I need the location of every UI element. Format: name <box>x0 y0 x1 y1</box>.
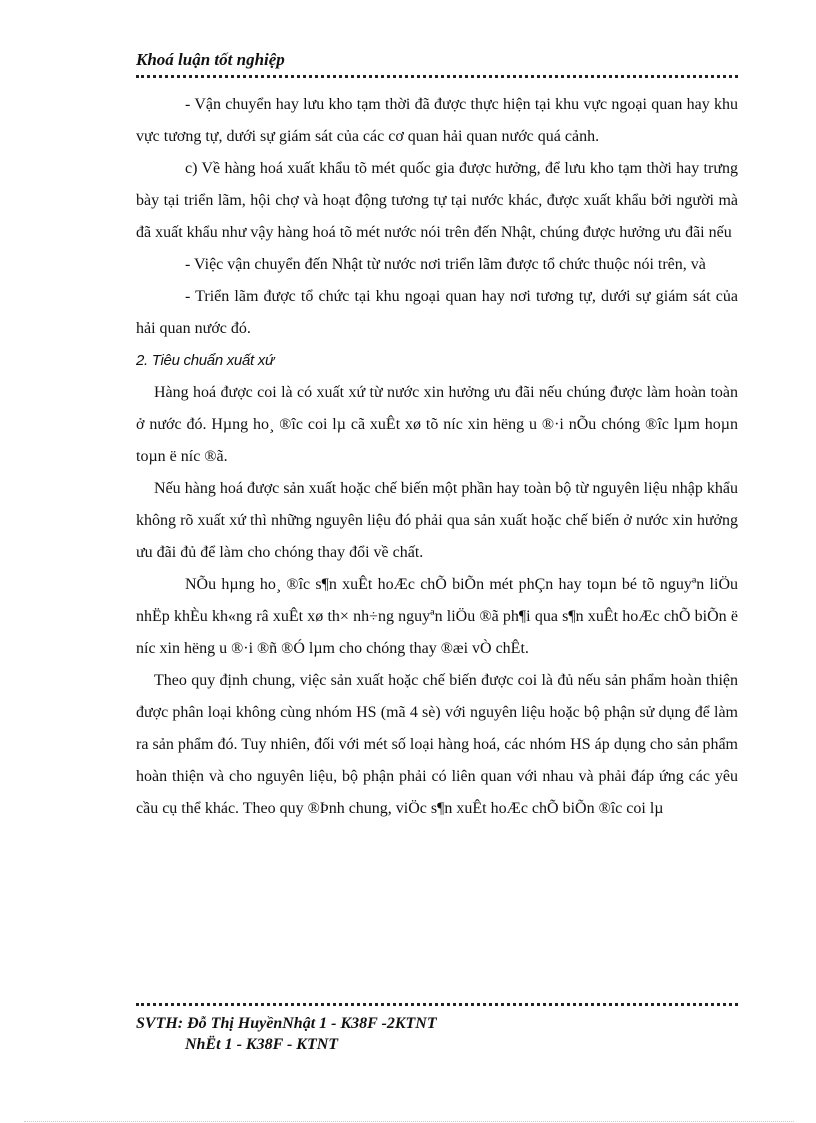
paragraph-imported-materials: Nếu hàng hoá được sản xuất hoặc chế biến một phần hay toàn bộ từ nguyên liệu nhập khẩu không rõ xuất xứ thì những nguyên liệu đó phải qua sản xuất hoặc chế biến ở nước xin hưởng ưu đãi đủ để làm cho chóng thay đổi về chất. <box>136 480 738 561</box>
header-title: Khoá luận tốt nghiệp <box>136 50 285 69</box>
paragraph-exhibition-supervision: - Triển lãm được tổ chức tại khu ngoại quan hay nơi tương tự, dưới sự giám sát của hải quan nước đó. <box>136 288 738 337</box>
footer <box>136 1013 437 1055</box>
page-bottom-border <box>24 1121 794 1122</box>
paragraph-exhibition-goods: c) Về hàng hoá xuất khẩu tõ mét quốc gia được hưởng, để lưu kho tạm thời hay trưng bày tại triển lãm, hội chợ và hoạt động tương tự tại nước khác, được xuất khẩu bởi người mà đã xuất khẩu như vậy hàng hoá tõ mét nước nói trên đến Nhật, chúng được hưởng ưu đãi nếu <box>136 160 738 241</box>
document-body <box>136 89 738 825</box>
paragraph-transport-japan: - Việc vận chuyển đến Nhật từ nước nơi triển lãm được tổ chức thuộc nói trên, và <box>185 256 706 273</box>
section-heading-origin-criteria: 2. Tiêu chuẩn xuất xứ <box>136 352 275 369</box>
paragraph-wholly-obtained: Hàng hoá được coi là có xuất xứ từ nước xin hưởng ưu đãi nếu chúng được làm hoàn toàn ở nước đó. Hµng ho¸ ®îc coi lµ cã xuÊt xø tõ níc xin hëng u ®·i nÕu chóng ®îc lµm hoµn toµn ë níc ®ã. <box>136 384 738 465</box>
footer-divider <box>136 1003 738 1006</box>
paragraph-imported-materials-legacy: NÕu hµng ho¸ ®îc s¶n xuÊt hoÆc chÕ biÕn mét phÇn hay toµn bé tõ nguyªn liÖu nhËp khÈu kh«ng râ xuÊt xø th× nh÷ng nguyªn liÖu ®ã ph¶i qua s¶n xuÊt hoÆc chÕ biÕn ë níc xin hëng u ®·i ®ñ ®Ó lµm cho chóng thay ®æi vÒ chÊt. <box>136 576 738 657</box>
footer-class-line: NhËt 1 - K38F - KTNT <box>185 1036 339 1053</box>
paragraph-general-rule: Theo quy định chung, việc sản xuất hoặc chế biến được coi là đủ nếu sản phẩm hoàn thiện được phân loại không cùng nhóm HS (mã 4 sè) với nguyên liệu hoặc bộ phận sử dụng để làm ra sản phẩm đó. Tuy nhiên, đối với mét số loại hàng hoá, các nhóm HS áp dụng cho sản phẩm hoàn thiện và cho nguyên liệu, bộ phận phải có liên quan với nhau và phải đáp ứng các yêu cầu cụ thể khác. Theo quy ®Þnh chung, viÖc s¶n xuÊt hoÆc chÕ biÕn ®îc coi lµ <box>136 672 738 817</box>
paragraph-transit-storage: - Vận chuyển hay lưu kho tạm thời đã được thực hiện tại khu vực ngoại quan hay khu vực tương tự, dưới sự giám sát của các cơ quan hải quan nước quá cảnh. <box>136 96 738 145</box>
footer-author-line: SVTH: Đỗ Thị HuyềnNhật 1 - K38F -2KTNT <box>136 1015 437 1032</box>
header-divider <box>136 75 738 78</box>
